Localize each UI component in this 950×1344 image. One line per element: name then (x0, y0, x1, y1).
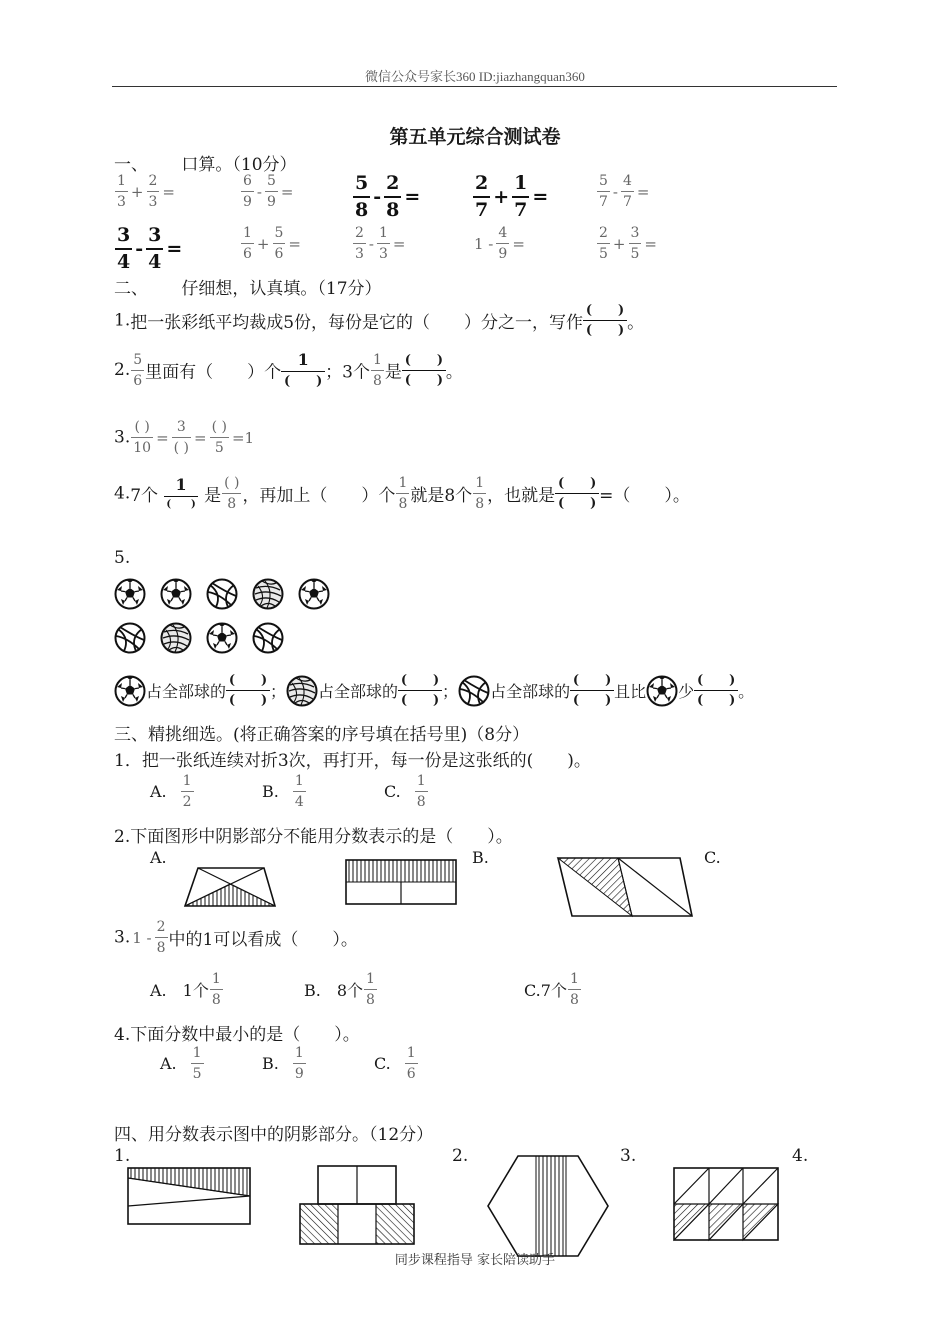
q3-1-option-c[interactable]: C. $\frac{1}{8}$ (384, 773, 426, 810)
q4-figure-1-number: 1. (114, 1146, 131, 1166)
q3-item-4: 4.下面分数中最小的是（ ）。 (114, 1025, 360, 1045)
calc-expression: $\frac{1}{6}$ + $\frac{5}{6}$ = (243, 225, 301, 262)
section-1-title: 口算。（10分） (181, 155, 297, 175)
q3-3-option-a[interactable]: A. 1个 $\frac{1}{8}$ (150, 971, 221, 1008)
fraction: $\frac{2}{5}$ (599, 225, 608, 262)
volleyball-icon (160, 622, 192, 654)
answer-blank-fraction[interactable]: ( ) ( ) (583, 304, 627, 337)
answer-blank-unit-fraction[interactable]: 1 ( ) (281, 352, 325, 388)
calc-expression: $\frac{2}{5}$ + $\frac{3}{5}$ = (599, 225, 657, 262)
fraction-blank-numerator[interactable]: $\frac{( )}{8}$ (224, 475, 240, 512)
basketball-icon (252, 622, 284, 654)
section-2-label: 二、 (114, 279, 148, 299)
figure-trapezoid (180, 864, 280, 910)
fraction: $\frac{1}{3}$ (379, 225, 388, 262)
q3-1-option-a[interactable]: A. $\frac{1}{2}$ (150, 773, 192, 810)
soccer-ball-icon (114, 578, 146, 610)
soccer-ball-icon (298, 578, 330, 610)
calc-expression: $\frac{5}{7}$ - $\frac{4}{7}$ = (599, 173, 650, 210)
fraction: $\frac{6}{9}$ (243, 173, 252, 210)
fraction: $\frac{5}{6}$ (274, 225, 284, 262)
fraction: $\frac{4}{7}$ (623, 173, 632, 210)
shaded-figure-grid (672, 1166, 780, 1242)
calc-expression: $\frac{2}{3}$ - $\frac{1}{3}$ = (355, 225, 406, 262)
soccer-ball-icon (206, 622, 238, 654)
volleyball-icon (252, 578, 284, 610)
q3-1-option-b[interactable]: B. $\frac{1}{4}$ (262, 773, 304, 810)
ball-row-1 (114, 578, 330, 610)
answer-blank-fraction[interactable]: ( ) ( ) (226, 674, 270, 707)
q3-4-option-c[interactable]: C. $\frac{1}{6}$ (374, 1045, 416, 1082)
fraction: $\frac{2}{8}$ (386, 172, 400, 221)
q4-figure-2-number: 2. (452, 1146, 469, 1166)
calc-expression: $\frac{5}{8}$ - $\frac{2}{8}$ = (355, 172, 421, 221)
q4-figure-3-number: 3. (620, 1146, 637, 1166)
basketball-icon (114, 622, 146, 654)
answer-blank-fraction[interactable]: ( ) ( ) (555, 477, 599, 510)
q3-item-3: 3. 1 - $\frac{2}{8}$ 中的1可以看成（ ）。 (114, 919, 358, 956)
fraction: $\frac{2}{3}$ (148, 173, 158, 210)
q2-item-1: 1.把一张彩纸平均裁成5份，每份是它的（ ）分之一，写作 ( ) ( ) 。 (114, 303, 645, 338)
header-rule (112, 86, 837, 87)
fraction: $\frac{2}{7}$ (475, 172, 489, 221)
q2-item-4: 4.7个 1 ( ) 是 $\frac{( )}{8}$ ，再加上（ ）个 $\frac{1}{8}$ 就是8个 $\frac{1}{8}$ ，也就是 ( ) ( ) =（ ）。 (114, 475, 690, 512)
calc-expression: $\frac{2}{7}$ + $\frac{1}{7}$ = (475, 172, 549, 221)
fraction: $\frac{1}{8}$ (372, 351, 382, 389)
fraction: $\frac{2}{3}$ (355, 225, 364, 262)
answer-blank-fraction[interactable]: ( ) ( ) (694, 674, 738, 707)
fraction: $\frac{5}{8}$ (355, 172, 369, 221)
section-3-heading: 三、精挑细选。(将正确答案的序号填在括号里)（8分） (114, 725, 530, 745)
calc-expression: $\frac{1}{3}$ + $\frac{2}{3}$ = (117, 173, 175, 210)
basketball-icon (458, 675, 490, 707)
q3-item-2: 2.下面图形中阴影部分不能用分数表示的是（ ）。 (114, 827, 513, 847)
page-footer: 同步课程指导 家长陪读助手 (394, 1253, 556, 1268)
answer-blank-fraction[interactable]: ( ) ( ) (398, 674, 442, 707)
figure-rectangle-strip (344, 858, 458, 908)
section-2-heading (114, 274, 382, 299)
fraction: $\frac{4}{9}$ (498, 225, 508, 262)
q4-figure-4-number: 4. (792, 1146, 809, 1166)
fraction: $\frac{5}{6}$ (133, 351, 143, 389)
fraction: $\frac{1}{8}$ (398, 475, 408, 512)
q3-2-option-b[interactable]: B. (472, 848, 489, 867)
answer-blank-fraction[interactable]: ( ) ( ) (402, 354, 446, 387)
page-header: 微信公众号家长360 ID:jiazhangquan360 (365, 69, 585, 84)
fraction-blank-denominator[interactable]: $\frac{3}{( )}$ (173, 419, 190, 456)
figure-parallelogram (556, 856, 694, 918)
ball-row-2 (114, 622, 284, 654)
q2-item-5-number: 5. (114, 548, 131, 568)
fraction: $\frac{1}{8}$ (475, 475, 485, 512)
q2-item-3: 3. $\frac{( )}{10}$ = $\frac{3}{( )}$ = $\frac{( )}{5}$ =1 (114, 419, 255, 456)
fraction: $\frac{3}{5}$ (630, 225, 640, 262)
calc-expression: $\frac{6}{9}$ - $\frac{5}{9}$ = (243, 173, 294, 210)
q2-item-2: 2. $\frac{5}{6}$ 里面有（ ）个 1 ( ) ；3个 $\frac{1}{8}$ 是 ( ) ( ) 。 (114, 350, 463, 389)
q3-2-option-a[interactable]: A. (150, 848, 167, 867)
section-2-title: 仔细想，认真填。（17分） (181, 279, 382, 299)
q3-3-option-b[interactable]: B. 8个 $\frac{1}{8}$ (304, 971, 375, 1008)
q3-3-option-c[interactable]: C.7个 $\frac{1}{8}$ (524, 971, 579, 1008)
fraction: $\frac{3}{4}$ (148, 224, 162, 273)
fraction: $\frac{1}{7}$ (514, 172, 528, 221)
fraction-blank-numerator[interactable]: $\frac{( )}{10}$ (133, 419, 152, 456)
calc-expression: $\frac{3}{4}$ - $\frac{3}{4}$ = (117, 224, 183, 273)
q3-2-option-c[interactable]: C. (704, 848, 721, 867)
page-title: 第五单元综合测试卷 (389, 126, 561, 148)
section-1-heading (114, 150, 297, 175)
soccer-ball-icon (160, 578, 192, 610)
fraction: $\frac{1}{6}$ (243, 225, 252, 262)
fraction: $\frac{3}{4}$ (117, 224, 131, 273)
fraction: $\frac{5}{9}$ (267, 173, 276, 210)
soccer-ball-icon (646, 675, 678, 707)
basketball-icon (206, 578, 238, 610)
q3-4-option-a[interactable]: A. $\frac{1}{5}$ (160, 1045, 202, 1082)
section-1-label: 一、 (114, 155, 148, 175)
fraction-blank-numerator[interactable]: $\frac{( )}{5}$ (211, 419, 227, 456)
calc-expression: 1 - $\frac{4}{9}$ = (474, 225, 525, 262)
unit-fraction-blank[interactable]: 1 ( ) (164, 477, 198, 510)
volleyball-icon (286, 675, 318, 707)
q3-4-option-b[interactable]: B. $\frac{1}{9}$ (262, 1045, 304, 1082)
fraction: $\frac{1}{3}$ (117, 173, 126, 210)
answer-blank-fraction[interactable]: ( ) ( ) (570, 674, 614, 707)
q2-item-5-blanks: 占全部球的 ( ) ( ) ； 占全部球的 ( ) ( ) ； 占全部球的 ( ) ( ) 且比 少 ( ) ( ) 。 (114, 674, 754, 707)
soccer-ball-icon (114, 675, 146, 707)
q3-item-1: 1．把一张纸连续对折3次，再打开，每一份是这张纸的( )。 (114, 751, 591, 771)
shaded-figure-blocks (298, 1164, 416, 1246)
shaded-figure-rectangle (126, 1166, 252, 1228)
fraction: $\frac{5}{7}$ (599, 173, 608, 210)
shaded-figure-hexagon (486, 1154, 610, 1258)
section-4-heading: 四、用分数表示图中的阴影部分。（12分） (114, 1125, 434, 1145)
